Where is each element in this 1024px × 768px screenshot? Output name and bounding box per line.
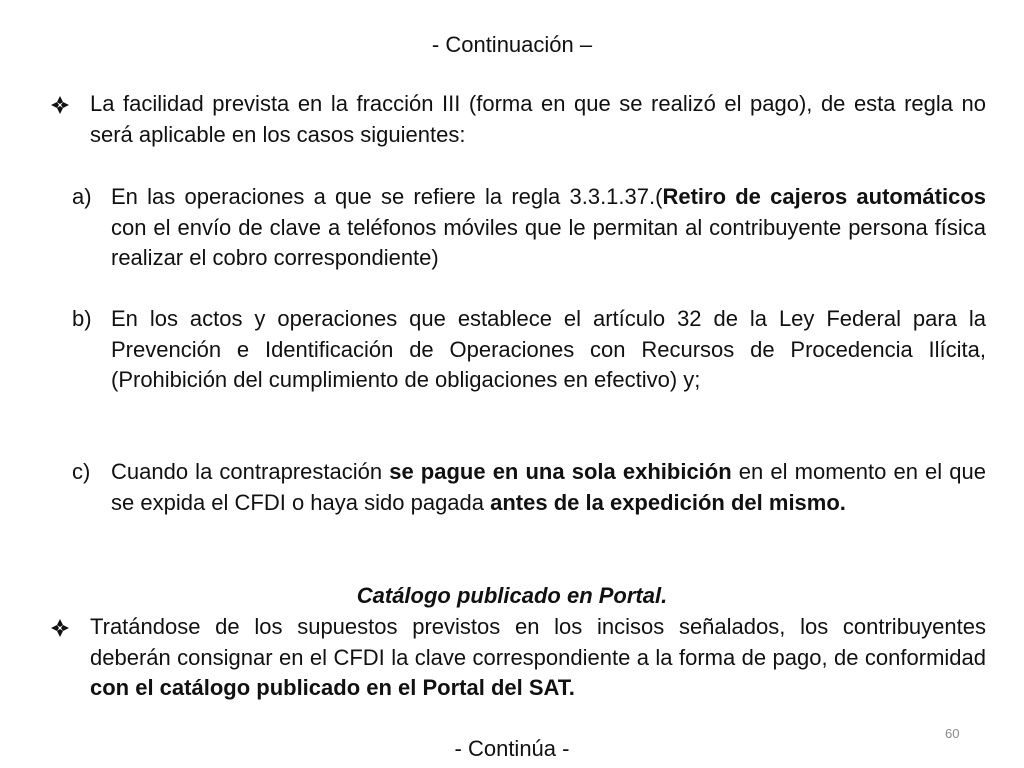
item-a-text-part-2: con el envío de clave a teléfonos móviles que le permitan al contribuyente persona física realizar el cobro correspondiente) xyxy=(111,214,986,270)
item-c-text-part-1: Cuando la contraprestación xyxy=(111,459,390,484)
item-c-text xyxy=(111,457,986,518)
continues-footer: - Continúa - xyxy=(454,736,570,761)
diamond-bullet-icon xyxy=(50,618,70,638)
page-number: 60 xyxy=(945,726,960,741)
item-b-text: En los actos y operaciones que establece el artículo 32 de la Ley Federal para la Prevención e Identificación de Operaciones con Recursos de Procedencia Ilícita, (Prohibición del cumplimiento de obligaciones en efectivo) y; xyxy=(111,306,986,392)
diamond-bullet-icon xyxy=(50,95,70,115)
item-c-text-part-2: en el momento en el que se expida el CFDI o haya sido pagada xyxy=(111,459,986,515)
item-c-bold-text-2: antes de la expedición del mismo. xyxy=(490,489,846,515)
item-c-marker: c) xyxy=(72,459,91,484)
item-a-text xyxy=(111,182,986,274)
item-a-bold-text: Retiro de cajeros automáticos xyxy=(662,184,986,209)
item-a-marker: a) xyxy=(72,184,92,209)
intro-bullet-text: La facilidad prevista en la fracción III (forma en que se realizó el pago), de esta regla no será aplicable en los casos siguientes: xyxy=(90,91,986,147)
second-bullet-text xyxy=(90,612,986,704)
catalog-heading: Catálogo publicado en Portal. xyxy=(356,583,668,608)
continuation-header: - Continuación – xyxy=(431,32,593,57)
second-bullet-bold-text: con el catálogo publicado en el Portal del SAT. xyxy=(90,675,575,700)
item-c-bold-text-1: se pague en una sola exhibición xyxy=(389,459,732,484)
item-b-marker: b) xyxy=(72,306,92,331)
second-bullet-text-part-1: Tratándose de los supuestos previstos en los incisos señalados, los contribuyentes deberán consignar en el CFDI la clave correspondiente a la forma de pago, de conformidad xyxy=(90,614,986,670)
item-a-text-part-1: En las operaciones a que se refiere la regla 3.3.1.37.( xyxy=(111,184,663,209)
